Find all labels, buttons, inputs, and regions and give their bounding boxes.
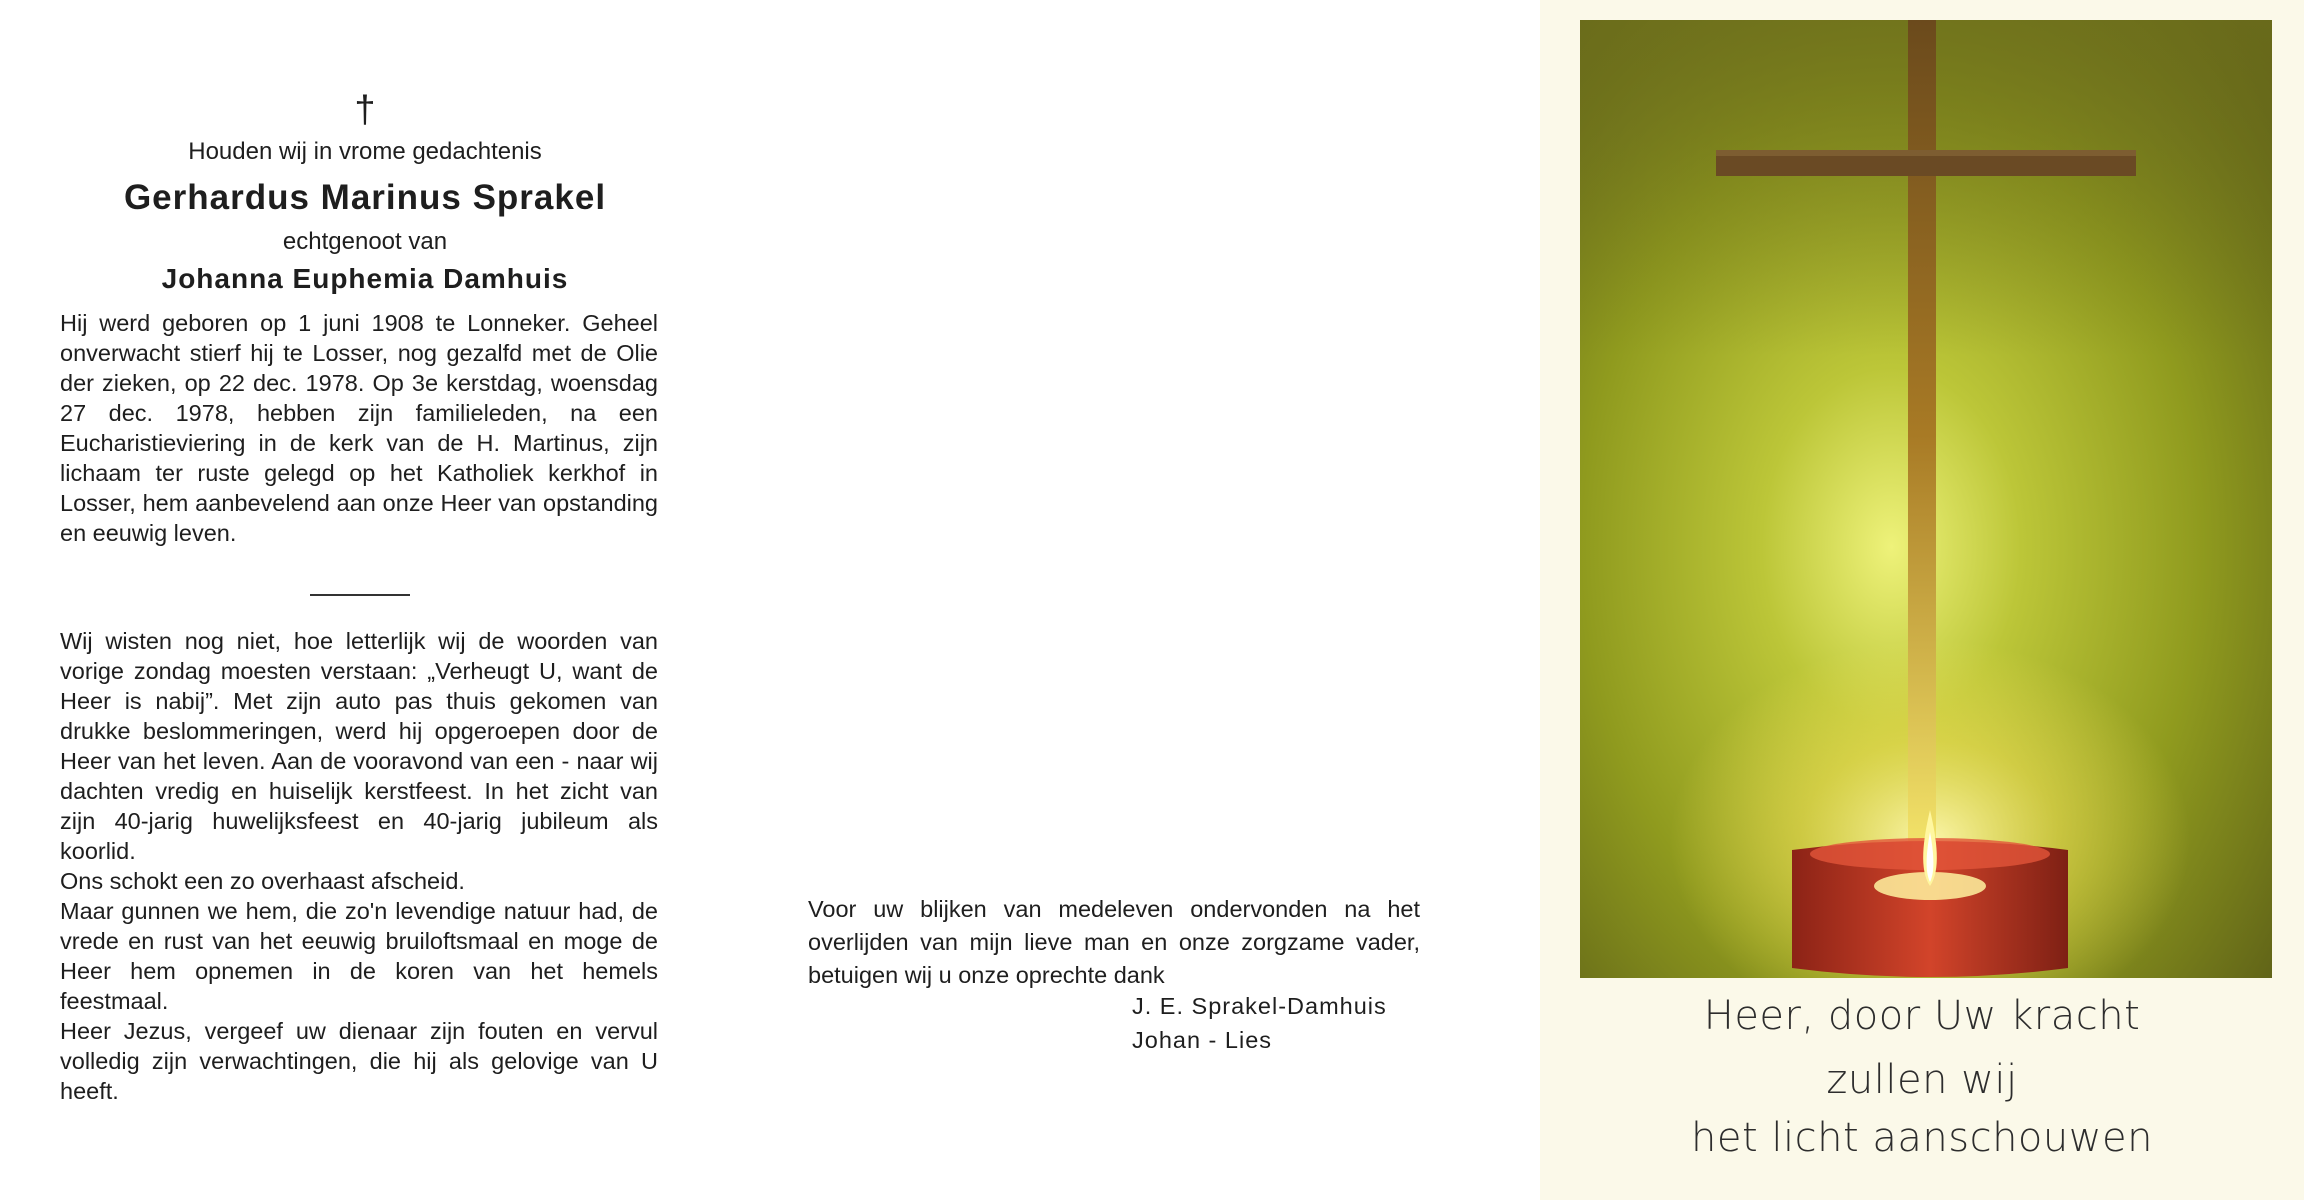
intro-line: Houden wij in vrome gedachtenis: [188, 138, 542, 165]
cross-candle-illustration: [1580, 20, 2272, 978]
reflection-paragraph: Ons schokt een zo overhaast afscheid.: [60, 868, 465, 894]
spouse-label: echtgenoot van: [282, 228, 448, 255]
verse-line-3: het licht aanschouwen: [1691, 1115, 2153, 1161]
cross-and-candle-photo: [1580, 20, 2272, 978]
biography-paragraph: Hij werd geboren op 1 juni 1908 te Lonneker. Geheel onverwacht stierf hij te Losser, nog gezalfd met de Olie der zieken, op 22 dec. 1978. Op 3e kerstdag, woensdag 27 dec. 1978, hebben zijn familieleden, na een Eucharistieviering in de kerk van de H. Martinus, zijn lichaam ter ruste gelegd op het Katholiek kerkhof in Losser, hem aanbevelend aan onze Heer van opstanding en eeuwig leven.: [60, 310, 658, 546]
dagger-cross-icon: †: [354, 89, 376, 131]
verse-line-1: Heer, door Uw kracht: [1703, 993, 2141, 1039]
image-panel: [1540, 0, 2304, 1200]
signature-children: Johan - Lies: [1132, 1027, 1273, 1053]
reflection-paragraph: Heer Jezus, vergeef uw dienaar zijn fouten en vervul volledig zijn verwachtingen, die hij als gelovige van U heeft.: [60, 1018, 658, 1104]
spouse-name: Johanna Euphemia Damhuis: [161, 263, 569, 294]
cross-vertical-beam: [1908, 20, 1936, 850]
thank-you-note: Voor uw blijken van medeleven ondervonden na het overlijden van mijn lieve man en onze zorgzame vader, betuigen wij u onze oprechte dank: [808, 896, 1420, 988]
thanks-panel: [760, 0, 1540, 1200]
section-divider: [310, 594, 410, 596]
memorial-text-panel: [0, 0, 760, 1200]
signature-widow: J. E. Sprakel-Damhuis: [1132, 993, 1387, 1019]
cross-beam-highlight: [1716, 150, 2136, 156]
reflection-text: [60, 626, 658, 1106]
reflection-paragraph: Wij wisten nog niet, hoe letterlijk wij de woorden van vorige zondag moesten verstaan: „Verheugt U, want de Heer is nabij”. Met zijn auto pas thuis gekomen van drukke beslommeringen, werd hij opgeroepen door de Heer van het leven. Aan de vooravond van een - naar wij dachten vredig en huiselijk kerstfeest. In het zicht van zijn 40-jarig huwelijksfeest en 40-jarig jubileum als koorlid.: [60, 628, 658, 864]
deceased-name: Gerhardus Marinus Sprakel: [123, 178, 607, 217]
verse-line-2: zullen wij: [1826, 1057, 2018, 1103]
reflection-paragraph: Maar gunnen we hem, die zo'n levendige natuur had, de vrede en rust van het eeuwig bruiloftsmaal en moge de Heer hem opnemen in de koren van het hemels feestmaal.: [60, 898, 658, 1014]
